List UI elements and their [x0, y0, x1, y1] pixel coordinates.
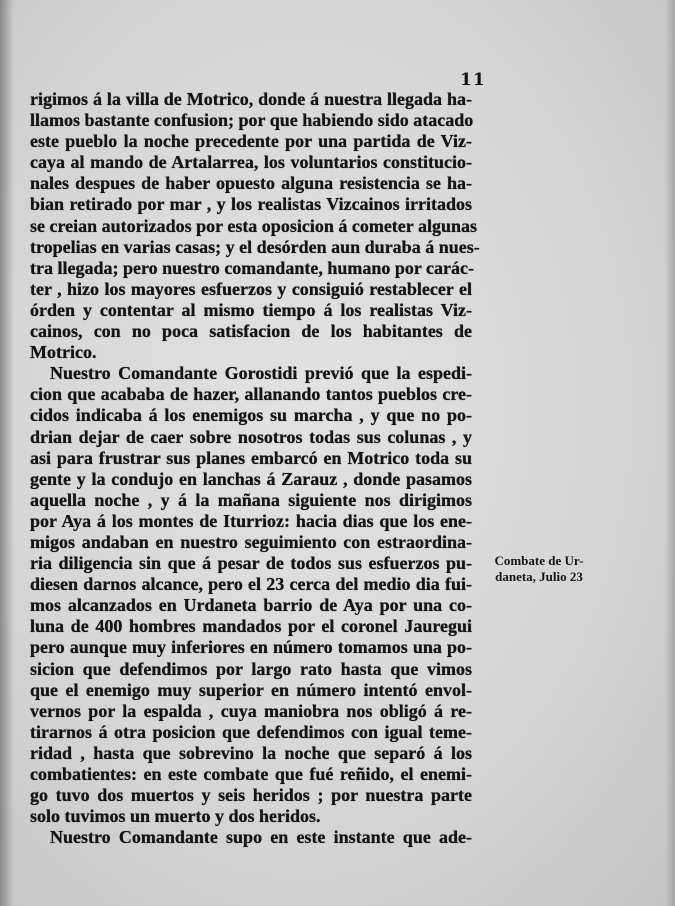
text-line: drian dejar de caer sobre nosotros todas sus colunas , y — [30, 426, 472, 447]
text-line: combatientes: en este combate que fué reñido, el enemi- — [30, 764, 472, 784]
text-line: gente y la condujo en lanchas á Zarauz , donde pasamos — [30, 468, 472, 489]
text-line: cidos indicaba á los enemigos su marcha , y que no po- — [30, 405, 472, 426]
text-line: tra llegada; pero nuestro comandante, humano por carác- — [30, 257, 474, 278]
text-line: ter , hizo los mayores esfuerzos y consiguió restablecer el — [30, 278, 472, 299]
text-line: tirarnos á otra posicion que defendimos con igual teme- — [30, 721, 472, 742]
text-line: diesen darnos alcance, pero el 23 cerca del medio dia fui- — [30, 574, 472, 595]
text-line: tropelias en varias casas; y el desórden aun duraba á nues- — [30, 236, 480, 257]
text-line: Nuestro Comandante supo en este instante que ade- — [50, 827, 472, 848]
text-line: bian retirado por mar , y los realistas Vizcainos irritados — [30, 194, 472, 215]
text-line: vernos por la espalda , cuya maniobra nos obligó á re- — [30, 700, 472, 721]
text-line: cion que acababa de hazer, allanando tantos pueblos cre- — [30, 384, 472, 405]
text-line: ridad , hasta que sobrevino la noche que separó á los — [30, 742, 472, 763]
text-line: go tuvo dos muertos y seis heridos ; por nuestra parte — [30, 785, 472, 806]
margin-note-line-2: daneta, Julio 23 — [495, 569, 583, 584]
text-line: aquella noche , y á la mañana siguiente nos dirigimos — [30, 489, 472, 510]
text-line: pero aunque muy inferiores en número tomamos una po- — [30, 637, 472, 658]
page-number: 11 — [460, 70, 486, 90]
binding-shadow — [0, 0, 14, 906]
text-line: cainos, con no poca satisfacion de los habitantes de — [30, 321, 472, 342]
text-line: se creian autorizados por esta oposicion á cometer algunas — [30, 215, 477, 236]
text-line: ria diligencia sin que á pesar de todos sus esfuerzos pu- — [30, 553, 472, 574]
text-line: rigimos á la villa de Motrico, donde á nuestra llegada ha- — [30, 89, 472, 109]
text-line: asi para frustrar sus planes embarcó en Motrico toda su — [30, 447, 472, 468]
page-edge — [665, 0, 675, 906]
text-line: Nuestro Comandante Gorostidi previó que la espedi- — [50, 363, 472, 384]
body-text — [30, 89, 480, 848]
text-line: órden y contentar al mismo tiempo á los realistas Viz- — [30, 299, 472, 320]
text-line: caya al mando de Artalarrea, los voluntarios constitucio- — [30, 152, 472, 173]
text-line: luna de 400 hombres mandados por el coronel Jauregui — [30, 616, 472, 637]
text-line: llamos bastante confusion; por que habiendo sido atacado — [30, 110, 474, 131]
text-line: mos alcanzados en Urdaneta barrio de Aya por una co- — [30, 595, 472, 616]
margin-note — [484, 553, 594, 585]
text-line: Motrico. — [30, 342, 97, 363]
text-line: por Aya á los montes de Iturrioz: hacia dias que los ene- — [30, 510, 472, 531]
text-line: este pueblo la noche precedente por una partida de Viz- — [30, 131, 472, 152]
text-line: que el enemigo muy superior en número intentó envol- — [30, 679, 472, 700]
text-line: sicion que defendimos por largo rato hasta que vimos — [30, 658, 472, 679]
text-line: solo tuvimos un muerto y dos heridos. — [30, 806, 321, 827]
text-line: migos andaban en nuestro seguimiento con estraordina- — [30, 531, 472, 552]
margin-note-line-1: Combate de Ur- — [494, 553, 584, 568]
text-line: nales despues de haber opuesto alguna resistencia se ha- — [30, 173, 472, 194]
